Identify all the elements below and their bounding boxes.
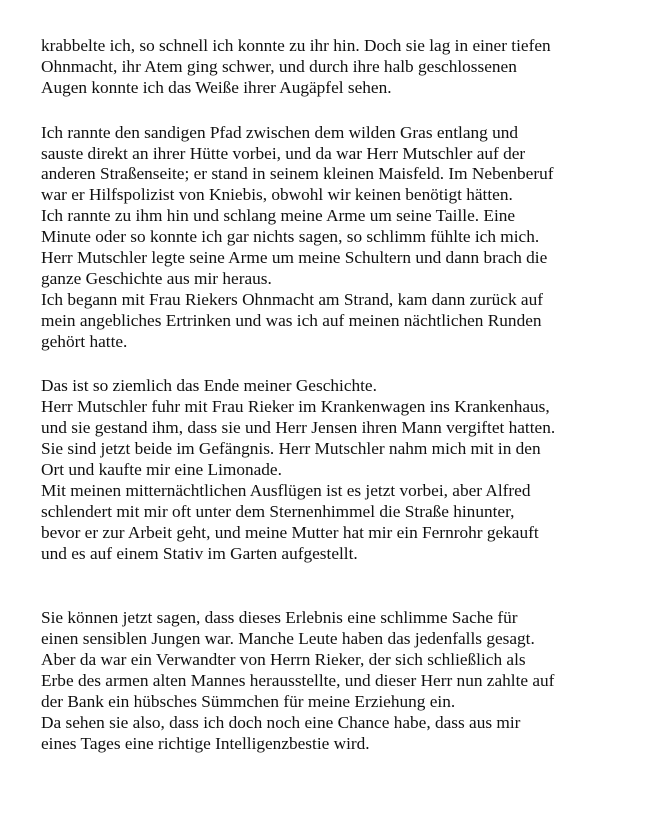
text-line: schlendert mit mir oft unter dem Sternenhimmel die Straße hinunter, [41,501,515,521]
text-line: Sie sind jetzt beide im Gefängnis. Herr Mutschler nahm mich mit in den [41,439,541,459]
text-line: ganze Geschichte aus mir heraus. [41,268,272,288]
text-line: war er Hilfspolizist von Kniebis, obwohl wir keinen benötigt hätten. [41,185,513,205]
document-page [41,36,641,755]
text-line: bevor er zur Arbeit geht, und meine Mutter hat mir ein Fernrohr gekauft [41,522,539,542]
text-line: Ohnmacht, ihr Atem ging schwer, und durch ihre halb geschlossenen [41,56,517,76]
text-line: und es auf einem Stativ im Garten aufgestellt. [41,543,358,563]
text-line: Ich rannte zu ihm hin und schlang meine Arme um seine Taille. Eine [41,206,516,226]
text-line: Sie können jetzt sagen, dass dieses Erlebnis eine schlimme Sache für [41,608,518,628]
text-line: Da sehen sie also, dass ich doch noch eine Chance habe, dass aus mir [41,712,521,732]
text-line: mein angebliches Ertrinken und was ich auf meinen nächtlichen Runden [41,310,542,330]
paragraph-block-4 [41,608,641,754]
text-line: eines Tages eine richtige Intelligenzbestie wird. [41,733,370,753]
paragraph-block-1 [41,36,641,99]
text-line: einen sensiblen Jungen war. Manche Leute haben das jedenfalls gesagt. [41,629,535,649]
text-line: Ich rannte den sandigen Pfad zwischen dem wilden Gras entlang und [41,122,519,142]
paragraph-gap [41,564,641,608]
text-line: sauste direkt an ihrer Hütte vorbei, und da war Herr Mutschler auf der [41,143,526,163]
text-line: Das ist so ziemlich das Ende meiner Geschichte. [41,376,377,396]
text-line: Herr Mutschler fuhr mit Frau Rieker im Krankenwagen ins Krankenhaus, [41,397,550,417]
text-line: Herr Mutschler legte seine Arme um meine Schultern und dann brach die [41,248,548,268]
text-line: Augen konnte ich das Weiße ihrer Augäpfel sehen. [41,77,392,97]
text-line: anderen Straßenseite; er stand in seinem kleinen Maisfeld. Im Nebenberuf [41,164,554,184]
paragraph-block-2 [41,123,641,353]
text-line: krabbelte ich, so schnell ich konnte zu ihr hin. Doch sie lag in einer tiefen [41,36,551,55]
text-line: und sie gestand ihm, dass sie und Herr Jensen ihren Mann vergiftet hatten. [41,418,556,438]
paragraph-gap [41,352,641,376]
text-line: Ort und kaufte mir eine Limonade. [41,460,282,480]
text-line: Aber da war ein Verwandter von Herrn Rieker, der sich schließlich als [41,650,526,670]
text-line: Minute oder so konnte ich gar nichts sagen, so schlimm fühlte ich mich. [41,227,540,247]
paragraph-block-3 [41,376,641,564]
text-line: gehört hatte. [41,331,128,351]
text-line: Ich begann mit Frau Riekers Ohnmacht am Strand, kam dann zurück auf [41,289,543,309]
text-line: Erbe des armen alten Mannes herausstellte, und dieser Herr nun zahlte auf [41,671,555,691]
paragraph-gap [41,99,641,123]
text-line: der Bank ein hübsches Sümmchen für meine Erziehung ein. [41,692,456,712]
text-line: Mit meinen mitternächtlichen Ausflügen ist es jetzt vorbei, aber Alfred [41,480,531,500]
